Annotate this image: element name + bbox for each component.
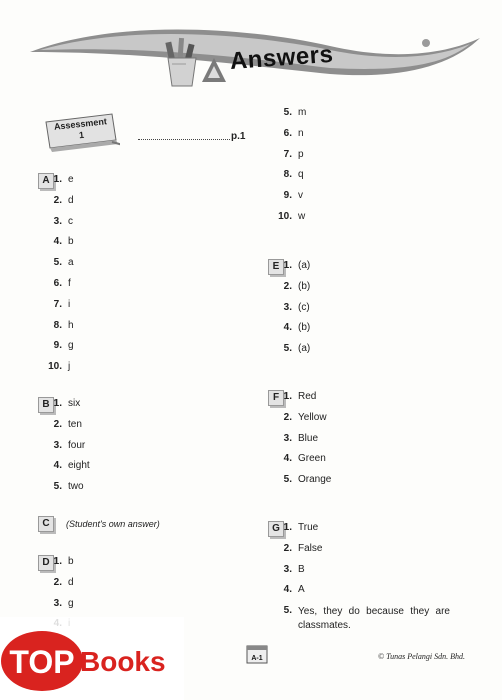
answer-value: Green — [298, 453, 326, 465]
answer-value: two — [68, 481, 84, 493]
answer-value: False — [298, 542, 323, 554]
section-c-note: (Student's own answer) — [66, 519, 160, 529]
answer-number: 1. — [53, 174, 62, 185]
section-label-f: F — [268, 390, 284, 406]
answer-value: b — [68, 236, 74, 248]
answer-value: g — [68, 340, 74, 352]
answer-number: 6. — [283, 127, 292, 139]
answer-value: q — [298, 169, 304, 181]
answer-value: Blue — [298, 432, 319, 444]
answer-number: 2. — [53, 418, 62, 430]
answer-value: w — [298, 211, 306, 222]
section-label-c: C — [38, 516, 54, 532]
answer-value: six — [68, 398, 81, 409]
answer-number: 2. — [283, 542, 292, 554]
answer-value: b — [68, 556, 74, 567]
answer-number: 1. — [283, 260, 292, 271]
answer-value: a — [68, 257, 74, 269]
answer-number: 3. — [53, 215, 62, 227]
answer-value: v — [298, 190, 303, 202]
answer-number: 2. — [283, 411, 292, 423]
answer-number: 1. — [53, 398, 62, 409]
answer-number: 5. — [53, 257, 62, 269]
section-label-a: A — [38, 173, 54, 189]
answer-number: 2. — [53, 576, 62, 588]
answer-number: 9. — [283, 190, 292, 202]
answer-number: 4. — [283, 453, 292, 465]
logo-books-text: Books — [80, 646, 166, 677]
topbooks-logo — [0, 617, 184, 700]
pencil-cup-icon — [165, 38, 196, 86]
answer-value: (c) — [298, 301, 310, 313]
section-label-e: E — [268, 259, 284, 275]
copyright-notice: © Tunas Pelangi Sdn. Bhd. — [378, 652, 465, 661]
answer-value: n — [298, 127, 304, 139]
answer-value: d — [68, 194, 74, 206]
answer-number: 8. — [53, 319, 62, 331]
answer-value: B — [298, 563, 305, 575]
answer-value: h — [68, 319, 74, 331]
assessment-title: Assessment — [53, 116, 108, 132]
answer-value: f — [68, 278, 71, 289]
answer-number: 6. — [53, 278, 62, 289]
answer-number: 9. — [53, 340, 62, 352]
answer-number: 10. — [278, 211, 292, 222]
answer-value: (b) — [298, 322, 311, 334]
answer-number: 5. — [283, 605, 292, 617]
answer-number: 3. — [283, 301, 292, 313]
answer-number: 5. — [283, 343, 292, 355]
answer-value: p — [298, 148, 304, 160]
answer-number: 4. — [283, 584, 292, 596]
answer-number: 5. — [53, 481, 62, 493]
answer-value: d — [68, 576, 74, 588]
assessment-number: 1 — [78, 129, 85, 141]
answer-number: 3. — [53, 439, 62, 451]
answer-value: Yellow — [298, 411, 327, 423]
answer-value: (b) — [298, 280, 311, 292]
answer-number: 2. — [283, 280, 292, 292]
answer-number: 8. — [283, 169, 292, 181]
answer-value: Red — [298, 391, 317, 402]
answer-value: Orange — [298, 474, 332, 486]
answer-value: e — [68, 174, 74, 185]
answer-value: A — [298, 584, 305, 596]
logo-top-text: TOP — [9, 644, 75, 680]
answer-value: m — [298, 107, 307, 118]
answer-number: 1. — [283, 391, 292, 402]
answer-value: True — [298, 522, 319, 533]
answer-number: 4. — [283, 322, 292, 334]
page-number: A-1 — [251, 655, 263, 662]
answer-number: 5. — [283, 474, 292, 486]
answer-value: Yes, they do because they are classmates. — [298, 606, 450, 632]
section-label-b: B — [38, 397, 54, 413]
answer-value: (a) — [298, 343, 311, 355]
answer-number: 5. — [283, 107, 292, 118]
answer-value: eight — [68, 460, 90, 472]
answer-value: g — [68, 597, 74, 609]
dotted-leader — [138, 133, 230, 140]
answer-number: 10. — [48, 361, 62, 373]
page-number-badge — [246, 642, 268, 664]
answer-value: (a) — [298, 260, 311, 271]
answer-number: 4. — [53, 460, 62, 472]
answer-value: i — [68, 298, 71, 310]
answer-number: 3. — [53, 597, 62, 609]
section-label-d: D — [38, 555, 54, 571]
answer-value: j — [68, 361, 71, 373]
page-reference: p.1 — [231, 131, 246, 142]
answer-number: 7. — [283, 148, 292, 160]
answer-number: 1. — [283, 522, 292, 533]
answer-value: ten — [68, 418, 82, 430]
answer-value: four — [68, 439, 86, 451]
answer-number: 1. — [53, 556, 62, 567]
section-label-g: G — [268, 521, 284, 537]
answer-number: 3. — [283, 563, 292, 575]
answer-number: 3. — [283, 432, 292, 444]
answer-value: c — [68, 215, 73, 227]
assessment-label — [42, 112, 120, 152]
answer-number: 2. — [53, 194, 62, 206]
answer-number: 7. — [53, 298, 62, 310]
answer-number: 4. — [53, 236, 62, 248]
page-title: Answers — [229, 40, 335, 75]
